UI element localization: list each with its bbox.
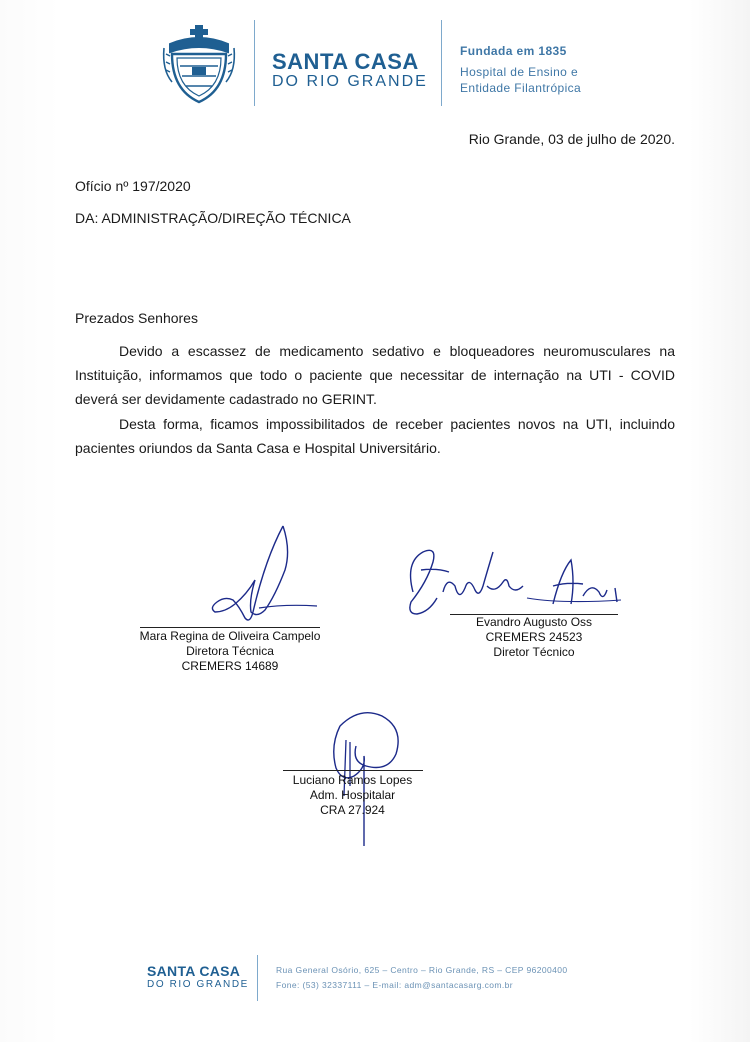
- hospital-crest-logo: [160, 24, 238, 106]
- letter-greeting: Prezados Senhores: [75, 310, 198, 326]
- signature-mara: [195, 520, 325, 630]
- letter-date: Rio Grande, 03 de julho de 2020.: [468, 131, 675, 147]
- signature-evandro: [403, 542, 633, 622]
- signer-name: Luciano Ramos Lopes: [292, 773, 413, 787]
- brand-subtitle: DO RIO GRANDE: [272, 73, 428, 90]
- tagline-line2: Entidade Filantrópica: [460, 81, 582, 95]
- signer-registry: CREMERS 24523: [485, 630, 583, 644]
- founded-text: Fundada em 1835: [460, 44, 567, 58]
- letter-reference: Ofício nº 197/2020: [75, 178, 191, 194]
- tagline-line1: Hospital de Ensino e: [460, 65, 579, 79]
- signer-name: Evandro Augusto Oss: [475, 615, 593, 629]
- signer-name: Mara Regina de Oliveira Campelo: [139, 629, 321, 643]
- signature-block-3: [280, 773, 425, 818]
- header-divider-2: [441, 20, 442, 106]
- footer-brand-subtitle: DO RIO GRANDE: [147, 979, 249, 990]
- signer-role: Diretor Técnico: [493, 645, 575, 659]
- letter-paragraph-2: Desta forma, ficamos impossibilitados de receber pacientes novos na UTI, incluindo pacientes oriundos da Santa Casa e Hospital Universitário.: [75, 416, 675, 456]
- signature-line-3: [283, 770, 423, 771]
- letter-paragraph-1: Devido a escassez de medicamento sedativo e bloqueadores neuromusculares na Instituição, informamos que todo o paciente que necessitar de internação na UTI - COVID deverá ser devidamente cadastrado no GERINT.: [75, 343, 675, 407]
- signer-role: Diretora Técnica: [186, 644, 274, 658]
- footer-divider: [257, 955, 258, 1001]
- footer-brand-title: SANTA CASA: [147, 963, 241, 979]
- signature-line-1: [140, 627, 320, 628]
- letter-from: DA: ADMINISTRAÇÃO/DIREÇÃO TÉCNICA: [75, 210, 351, 226]
- signer-registry: CRA 27.924: [320, 803, 385, 817]
- signer-role: Adm. Hospitalar: [309, 788, 396, 802]
- signature-block-1: [120, 629, 340, 674]
- header-divider: [254, 20, 255, 106]
- brand-title: SANTA CASA: [272, 49, 419, 74]
- signer-registry: CREMERS 14689: [181, 659, 279, 673]
- footer-address: Rua General Osório, 625 – Centro – Rio Grande, RS – CEP 96200400: [276, 965, 568, 975]
- signature-block-2: [434, 615, 634, 660]
- footer-contact: Fone: (53) 32337111 – E-mail: adm@santacasarg.com.br: [276, 980, 513, 990]
